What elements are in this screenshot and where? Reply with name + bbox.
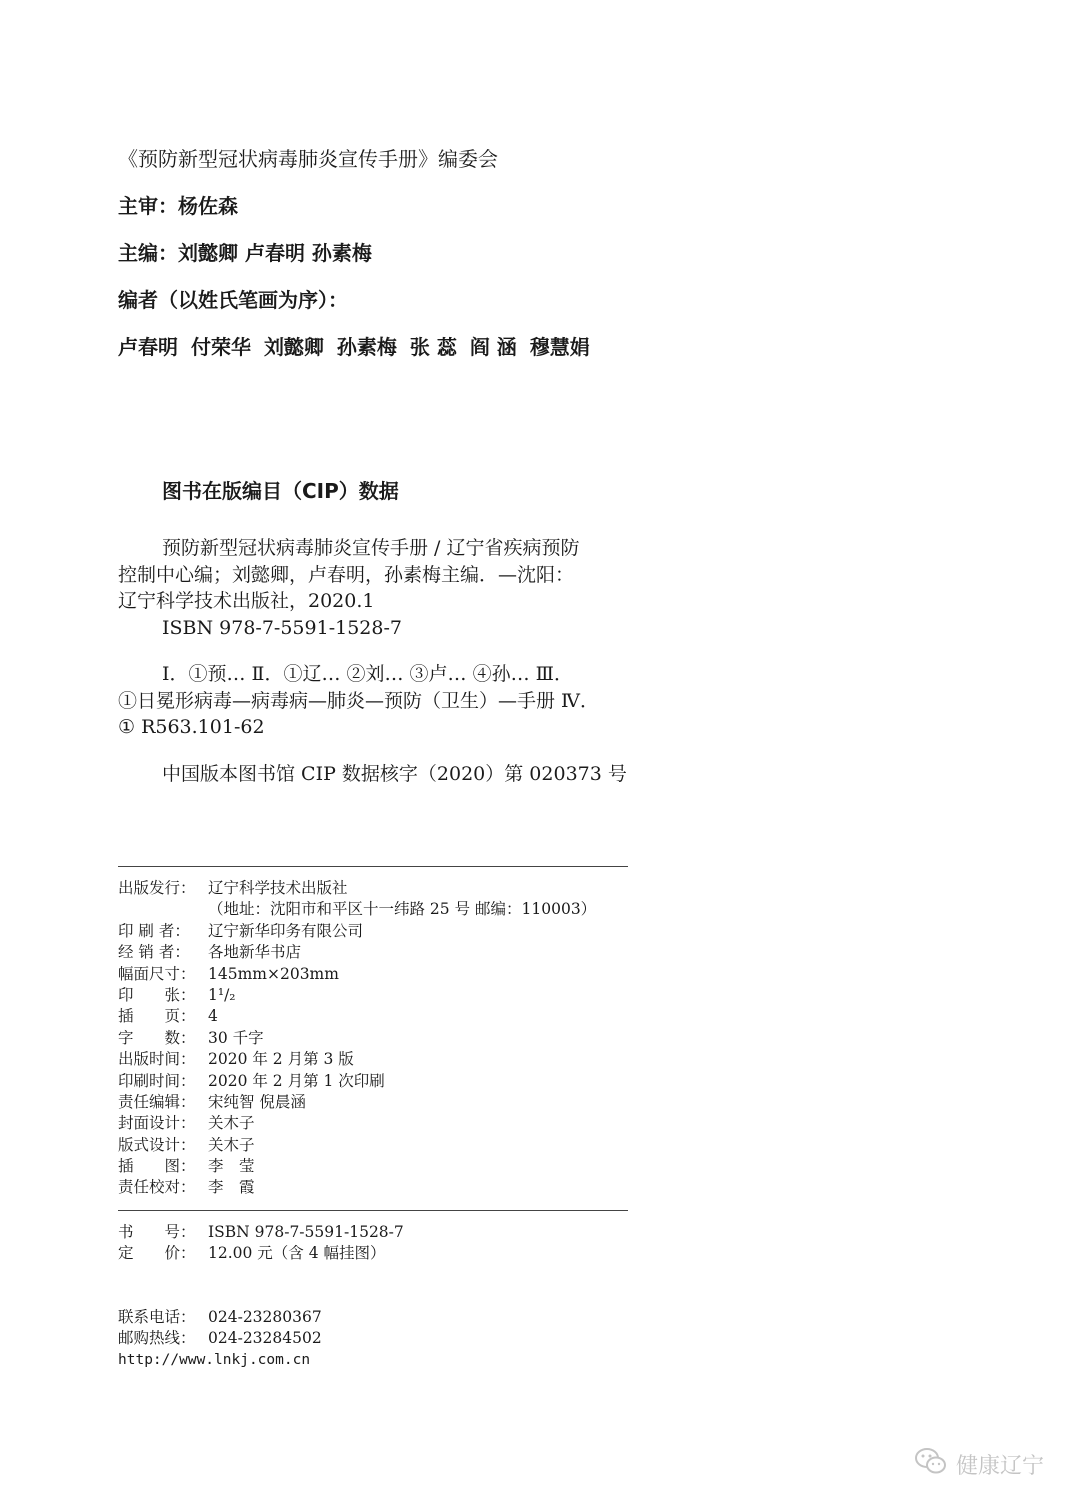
imprint-value: （地址：沈阳市和平区十一纬路 25 号 邮编：110003）	[208, 900, 597, 919]
author-name: 刘懿卿	[263, 335, 324, 359]
imprint-label: 插 图：	[118, 1157, 196, 1176]
cip-line: 控制中心编；刘懿卿，卢春明，孙素梅主编．—沈阳：	[118, 563, 575, 586]
cip-classification-line: Ⅰ．①预… Ⅱ．①辽… ②刘… ③卢… ④孙… Ⅲ．	[162, 663, 573, 685]
cip-number: 中国版本图书馆 CIP 数据核字（2020）第 020373 号	[162, 762, 627, 785]
imprint-row	[118, 1113, 638, 1134]
imprint-label: 印 张：	[118, 985, 196, 1004]
imprint-row	[118, 1049, 638, 1070]
imprint-label: 印 刷 者：	[118, 921, 190, 940]
imprint-label: 插 页：	[118, 1007, 196, 1026]
imprint-row	[118, 1156, 638, 1177]
watermark-text: 健康辽宁	[955, 1453, 1044, 1479]
imprint-value: 145mm×203mm	[208, 964, 339, 983]
imprint-value: 关木子	[208, 1114, 255, 1133]
imprint-label: 出版时间：	[118, 1050, 196, 1069]
imprint-value: 各地新华书店	[208, 943, 302, 962]
committee-title: 《预防新型冠状病毒肺炎宣传手册》编委会	[118, 147, 498, 171]
imprint-row	[118, 964, 638, 985]
divider-top	[118, 866, 628, 867]
imprint-row	[118, 1071, 638, 1092]
imprint-label: 责任校对：	[118, 1178, 196, 1197]
imprint-row	[118, 1006, 638, 1027]
imprint-row	[118, 899, 638, 920]
cip-block	[118, 535, 678, 787]
cip-line: 辽宁科学技术出版社，2020.1	[118, 590, 375, 612]
isbn-price-block	[118, 1222, 638, 1265]
imprint-table	[118, 878, 638, 1199]
imprint-row	[118, 878, 638, 899]
imprint-row	[118, 1135, 638, 1156]
isbn-label: 书 号：	[118, 1223, 196, 1241]
watermark	[914, 1446, 1044, 1482]
cip-classification-line: ①日冕形病毒—病毒病—肺炎—预防（卫生）—手册 Ⅳ．	[118, 689, 600, 712]
imprint-value: 宋纯智 倪晨涵	[208, 1092, 306, 1111]
phone-value: 024-23280367	[208, 1308, 322, 1326]
imprint-value: 30 千字	[208, 1028, 264, 1047]
imprint-label: 封面设计：	[118, 1114, 196, 1133]
imprint-label	[118, 899, 208, 920]
imprint-row	[118, 942, 638, 963]
author-name: 卢春明	[118, 335, 178, 359]
author-name: 付荣华	[190, 335, 251, 359]
imprint-row	[118, 985, 638, 1006]
imprint-row	[118, 1177, 638, 1198]
isbn-value: ISBN 978-7-5591-1528-7	[208, 1223, 404, 1241]
imprint-label: 出版发行：	[118, 879, 196, 897]
isbn-row	[118, 1222, 638, 1243]
mail-row	[118, 1328, 638, 1349]
imprint-label: 经 销 者：	[118, 943, 190, 962]
cip-classification-line: ① R563.101-62	[118, 716, 265, 738]
imprint-label: 责任编辑：	[118, 1092, 196, 1111]
price-value: 12.00 元（含 4 幅挂图）	[208, 1244, 386, 1263]
authors-heading: 编者（以姓氏笔画为序）：	[118, 288, 348, 312]
cip-isbn: ISBN 978-7-5591-1528-7	[162, 616, 402, 639]
imprint-label: 幅面尺寸：	[118, 964, 196, 983]
cip-line: 预防新型冠状病毒肺炎宣传手册 / 辽宁省疾病预防	[162, 537, 580, 559]
editors-line: 主编：刘懿卿 卢春明 孙素梅	[118, 241, 372, 265]
website-url: http://www.lnkj.com.cn	[118, 1351, 311, 1368]
imprint-value: 李 霞	[208, 1178, 255, 1197]
phone-row	[118, 1307, 638, 1328]
author-name: 张 蕊	[409, 335, 457, 359]
imprint-label: 字 数：	[118, 1028, 196, 1047]
imprint-value: 2020 年 2 月第 3 版	[208, 1050, 354, 1069]
imprint-row	[118, 1028, 638, 1049]
price-row	[118, 1243, 638, 1264]
author-name: 穆慧娟	[529, 335, 590, 359]
cip-title: 图书在版编目（CIP）数据	[162, 479, 399, 503]
mail-label: 邮购热线：	[118, 1329, 196, 1348]
editorial-committee	[118, 145, 998, 380]
imprint-row	[118, 921, 638, 942]
imprint-row	[118, 1092, 638, 1113]
author-name: 阎 涵	[469, 335, 517, 359]
imprint-value: 辽宁科学技术出版社	[208, 879, 348, 897]
reviewer-line: 主审：杨佐森	[118, 194, 238, 218]
imprint-value: 2020 年 2 月第 1 次印刷	[208, 1071, 385, 1090]
imprint-value: 辽宁新华印务有限公司	[208, 921, 364, 940]
imprint-label: 版式设计：	[118, 1135, 196, 1154]
imprint-label: 印刷时间：	[118, 1071, 196, 1090]
divider-bottom	[118, 1210, 628, 1211]
authors-list	[118, 333, 998, 361]
contact-block	[118, 1307, 638, 1371]
price-label: 定 价：	[118, 1244, 196, 1263]
imprint-value: 4	[208, 1007, 218, 1026]
mail-value: 024-23284502	[208, 1329, 322, 1348]
imprint-value: 关木子	[208, 1135, 255, 1154]
phone-label: 联系电话：	[118, 1308, 196, 1326]
imprint-value: 1¹/₂	[208, 985, 236, 1004]
imprint-value: 李 莹	[208, 1157, 255, 1176]
wechat-icon	[914, 1446, 948, 1482]
author-name: 孙素梅	[336, 335, 397, 359]
